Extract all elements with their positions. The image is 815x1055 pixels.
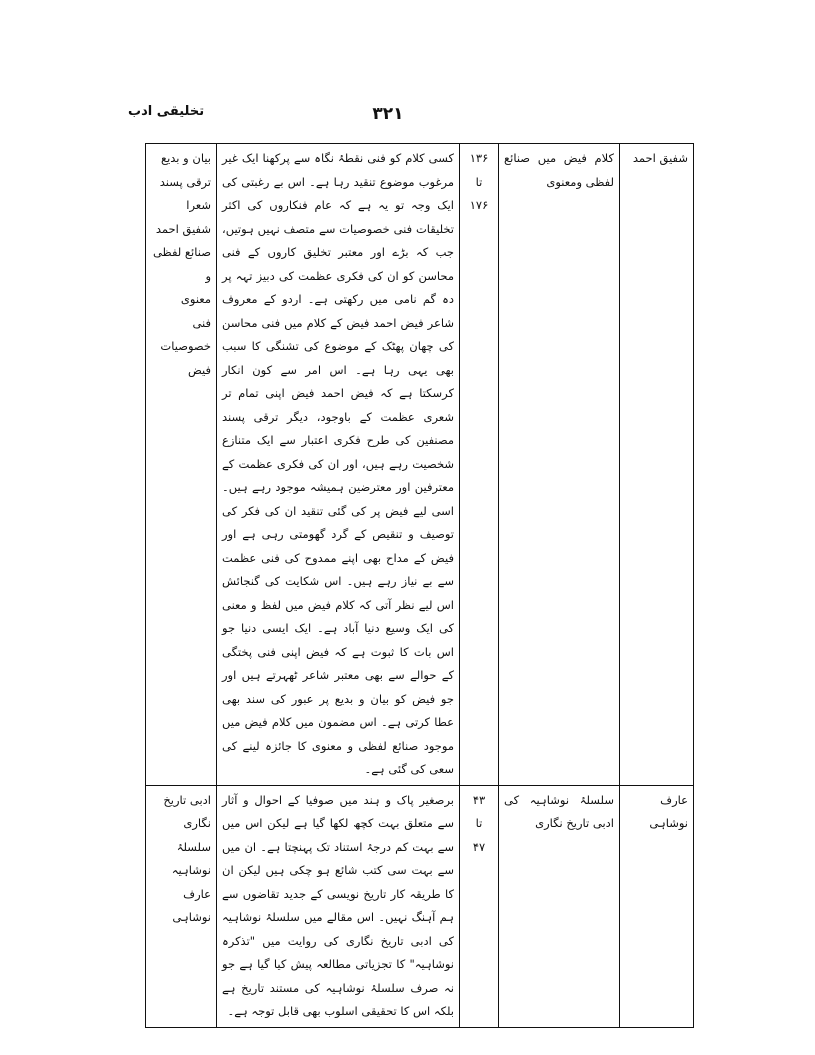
keyword: معنوی bbox=[180, 292, 211, 306]
keywords-cell bbox=[146, 144, 217, 786]
running-head: تخلیقی ادب bbox=[128, 104, 205, 119]
keyword: فیض bbox=[187, 362, 211, 377]
author-cell: شفیق احمد bbox=[620, 144, 694, 786]
keyword: ترقی پسند شعرا bbox=[159, 174, 211, 212]
page-from: ۴۳ bbox=[472, 792, 486, 807]
keyword: ادبی تاریخ bbox=[163, 792, 211, 807]
page-number: ۳۲۱ bbox=[372, 104, 404, 124]
title-cell: سلسلۂ نوشاہیہ کی ادبی تاریخ نگاری bbox=[499, 785, 620, 1027]
pages-cell bbox=[460, 785, 499, 1027]
keyword: فنی خصوصیات bbox=[160, 315, 211, 353]
table-row bbox=[146, 785, 694, 1027]
keywords-cell bbox=[146, 785, 217, 1027]
author-cell: عارف نوشاہی bbox=[620, 785, 694, 1027]
page-to: ۴۷ bbox=[472, 839, 486, 854]
keyword: نگاری bbox=[183, 816, 211, 830]
title-cell: کلام فیض میں صنائع لفظی ومعنوی bbox=[499, 144, 620, 786]
table-row bbox=[146, 144, 694, 786]
index-table bbox=[145, 143, 694, 1028]
page-from: ۱۳۶ bbox=[469, 151, 489, 165]
keyword: صنائع لفظی و bbox=[152, 245, 211, 283]
abstract-cell: کسی کلام کو فنی نقطۂ نگاہ سے پرکھنا ایک غیر مرغوب موضوع تنقید رہا ہے۔ اس بے رغبتی کی ایک وجہ تو یہ ہے کہ عام فنکاروں کی اکثر تخلیقات فنی خصوصیات سے متصف نہیں ہوتیں، جب کہ بڑے اور معتبر تخلیق کاروں کے فنی محاسن کو ان کی فکری عظمت کی دبیز تہہ پر دہ گم نامی میں رکھتی ہے۔ اردو کے معروف شاعر فیض احمد فیض کے کلام میں فنی محاسن کی چھان پھٹک کے موضوع کی تشنگی کا سبب بھی یہی رہا ہے۔ اس امر سے کون انکار کرسکتا ہے کہ فیض احمد فیض اپنی تمام تر شعری عظمت کے باوجود، دیگر ترقی پسند مصنفین کی طرح فکری اعتبار سے ایک متنازع شخصیت رہے ہیں، اور ان کی فکری عظمت کے معترفین اور معترضین ہمیشہ موجود رہے ہیں۔ اسی لیے فیض پر کی گئی تنقید ان کی فکر کی توصیف و تنقیص کے گرد گھومتی رہی ہے اور فیض کے مداح بھی اپنے ممدوح کی فنی عظمت سے بے نیاز رہے ہیں۔ اس شکایت کی گنجائش اس لیے نظر آتی کہ کلام فیض میں لفظ و معنی کی ایک وسیع دنیا آباد ہے۔ ایک ایسی دنیا جو اس بات کا ثبوت ہے کہ فیض اپنی فنی پختگی کے حوالے سے بھی معتبر شاعر ٹھہرتے ہیں اور جو فیض کو بیان و بدیع پر عبور کی سند بھی عطا کرتی ہے۔ اس مضمون میں کلام فیض میں موجود صنائع لفظی و معنوی کا جائزہ لینے کی سعی کی گئی ہے۔ bbox=[217, 144, 460, 786]
keyword: شفیق احمد bbox=[155, 221, 211, 236]
pages-cell bbox=[460, 144, 499, 786]
keyword: سلسلۂ نوشاہیہ bbox=[171, 839, 211, 877]
abstract-cell: برصغیر پاک و ہند میں صوفیا کے احوال و آثار سے متعلق بہت کچھ لکھا گیا ہے لیکن اس میں سے بہت کم درجۂ استناد تک پہنچتا ہے۔ ان میں سے بہت سی کتب شائع ہو چکی ہیں لیکن ان کا طریقہ کار تاریخ نویسی کے جدید تقاضوں سے ہم آہنگ نہیں۔ اس مقالے میں سلسلۂ نوشاہیہ کی ادبی تاریخ نگاری کی روایت میں "تذکرہ نوشاہیہ" کا تجزیاتی مطالعہ پیش کیا گیا ہے جو نہ صرف سلسلۂ نوشاہیہ کی مستند تاریخ ہے بلکہ اس کا تحقیقی اسلوب بھی قابل توجہ ہے۔ bbox=[217, 785, 460, 1027]
keyword: بیان و بدیع bbox=[160, 151, 211, 165]
page-separator: تا bbox=[475, 174, 483, 189]
page-to: ۱۷۶ bbox=[469, 198, 489, 212]
page-separator: تا bbox=[475, 816, 483, 830]
keyword: عارف نوشاہی bbox=[172, 886, 211, 924]
